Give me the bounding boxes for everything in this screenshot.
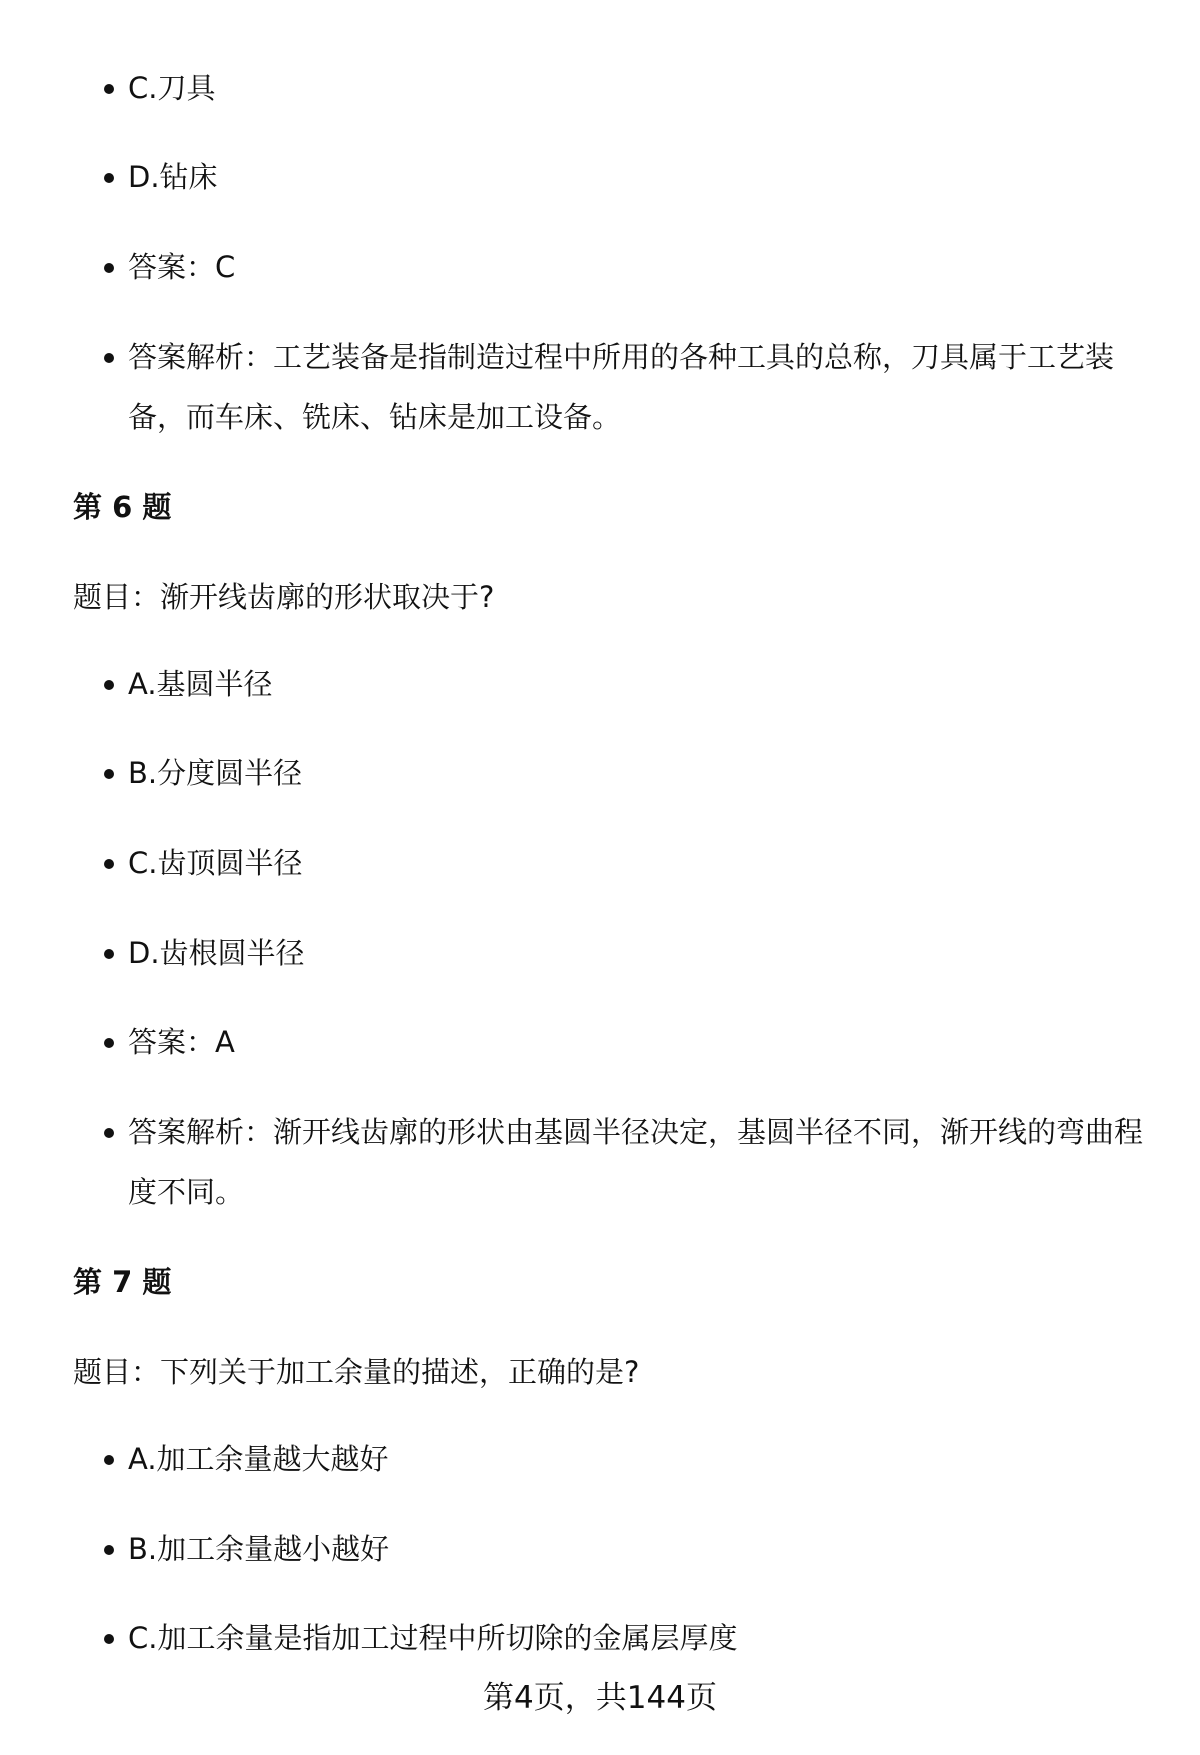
question-6-heading: 第 6 题: [73, 490, 172, 524]
q6-option-d: D.齿根圆半径: [128, 923, 1143, 983]
explanation-prev: 答案解析：工艺装备是指制造过程中所用的各种工具的总称，刀具属于工艺装备，而车床、铣床、钻床是加工设备。: [128, 327, 1143, 447]
page-footer: 第4页，共144页: [483, 1680, 717, 1716]
q6-explanation: 答案解析：渐开线齿廓的形状由基圆半径决定，基圆半径不同，渐开线的弯曲程度不同。: [128, 1102, 1143, 1222]
q6-option-c: C.齿顶圆半径: [128, 833, 1143, 893]
question-6-text: 题目：渐开线齿廓的形状取决于?: [73, 580, 495, 614]
q7-option-a: A.加工余量越大越好: [128, 1429, 1143, 1489]
question-7-text: 题目：下列关于加工余量的描述，正确的是?: [73, 1355, 640, 1389]
option-d-prev: D.钻床: [128, 147, 1143, 207]
q6-answer: 答案：A: [128, 1012, 1143, 1072]
answer-prev: 答案：C: [128, 237, 1143, 297]
question-7-heading: 第 7 题: [73, 1265, 172, 1299]
q6-option-a: A.基圆半径: [128, 654, 1143, 714]
q7-option-b: B.加工余量越小越好: [128, 1519, 1143, 1579]
option-c-prev: C.刀具: [128, 58, 1143, 118]
q7-option-c: C.加工余量是指加工过程中所切除的金属层厚度: [128, 1608, 1143, 1668]
q6-option-b: B.分度圆半径: [128, 743, 1143, 803]
